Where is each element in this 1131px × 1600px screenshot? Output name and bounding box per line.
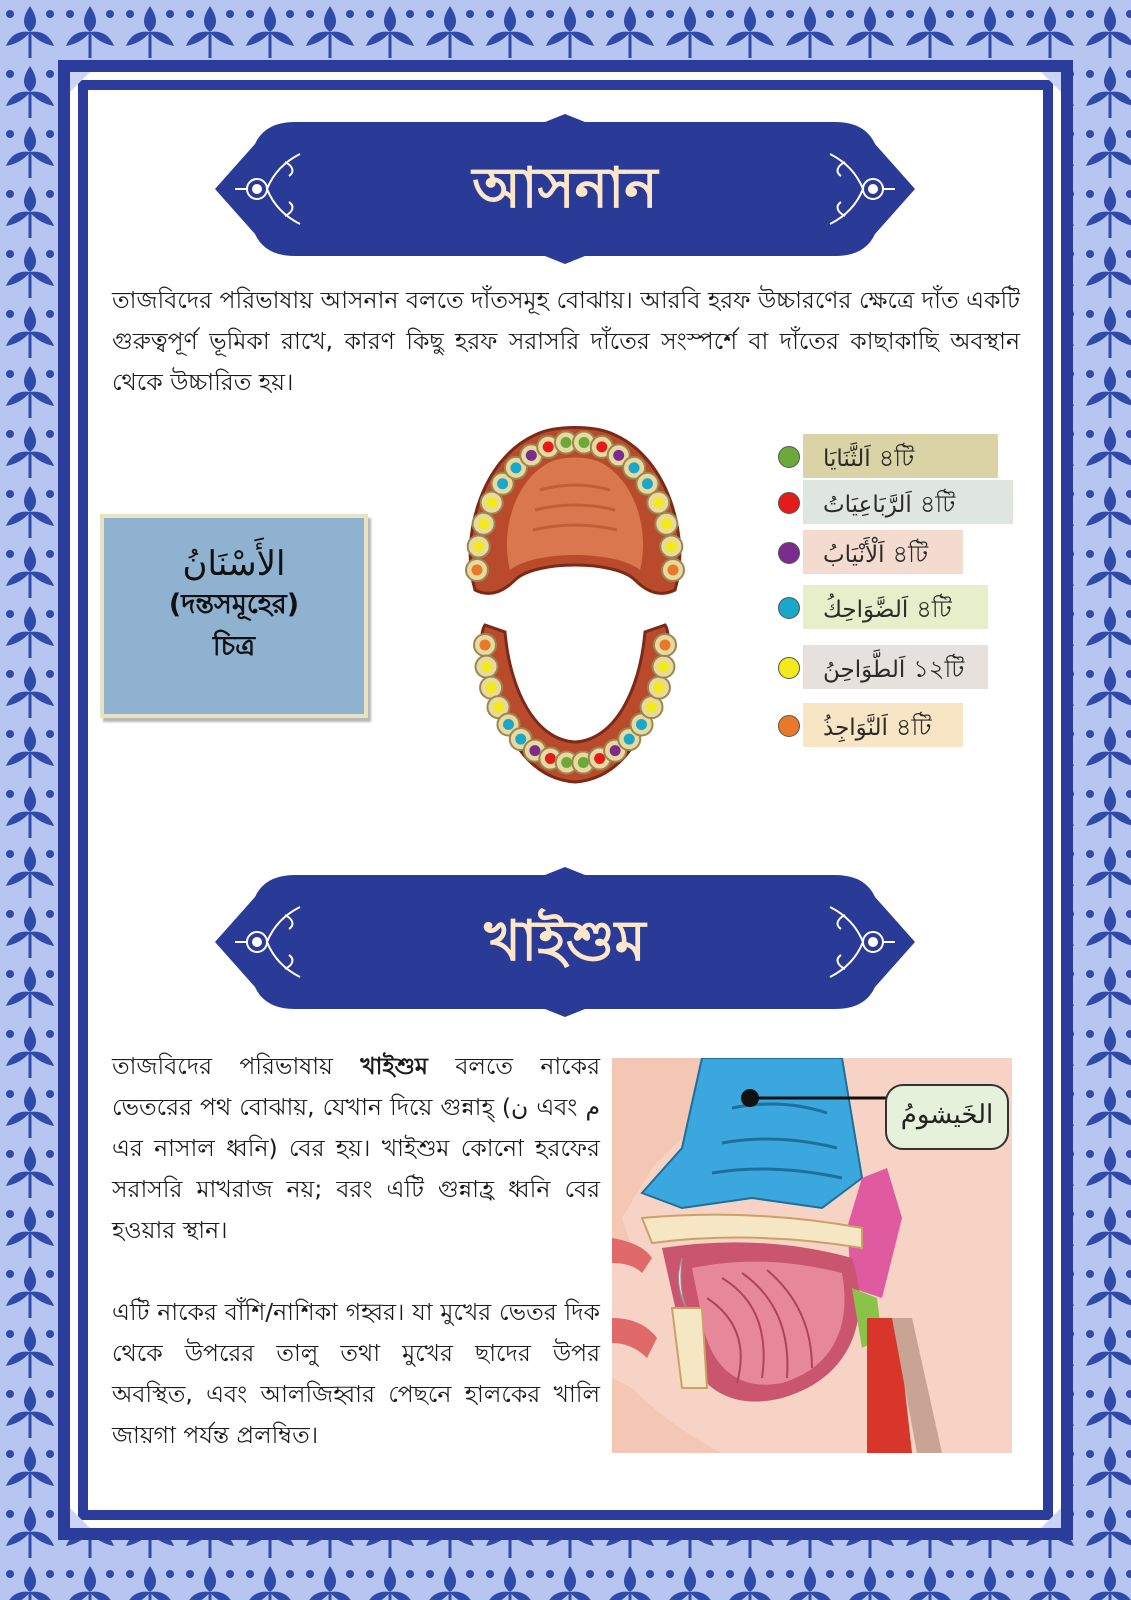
teeth-caption-box [100,514,368,718]
section1-banner [215,114,915,264]
legend-label [823,651,964,691]
legend-label [823,709,931,749]
tooth-type-dot [642,478,653,489]
section1-paragraph: তাজবিদের পরিভাষায় আসনান বলতে দাঁতসমূহ বোঝায়। আরবি হরফ উচ্চারণের ক্ষেত্রে দাঁত একটি গুরুত্বপূর্ণ ভূমিকা রাখে, কারণ কিছু হরফ সরাসরি দাঁতের সংস্পর্শে বা দাঁতের কাছাকাছি অবস্থান থেকে উচ্চারিত হয়। [112,286,1020,396]
caption-line2: (দন্তসমূহের) [168,589,300,620]
legend-label [823,440,914,480]
tooth-type-dot [515,734,526,745]
tooth-type-dot [594,753,605,764]
tooth-type-dot [653,497,664,508]
tooth-type-dot [578,757,589,768]
legend-color-dot [778,657,800,679]
legend-count: ১২টি [913,655,965,683]
legend-arabic-term: اَلنَّوَاجِذُ [823,715,888,741]
para1-bold-term: খাইশুম [360,1052,428,1080]
legend-count: ৪টি [878,444,915,472]
legend-count: ৪টি [895,713,932,741]
legend-label [823,486,955,526]
legend-arabic-term: اَلثَّنَايَا [823,446,871,472]
caption-line3: চিত্র [212,631,256,662]
tooth-type-dot [510,462,521,473]
tooth-type-dot [529,745,540,756]
tooth-type-dot [666,541,677,552]
tooth-type-dot [646,702,657,713]
tooth-type-dot [486,497,497,508]
tooth-type-dot [493,702,504,713]
tooth-type-dot [543,441,554,452]
tooth-type-dot [486,682,497,693]
para1-text-start: তাজবিদের পরিভাষায় [112,1052,361,1080]
legend-count: ৪টি [892,540,929,568]
tooth-type-dot [478,518,489,529]
tooth-type-dot [629,462,640,473]
tooth-type-dot [481,661,492,672]
tooth-type-dot [624,734,635,745]
tooth-type-dot [661,518,672,529]
legend-arabic-term: اَلضَّوَاحِكُ [823,597,909,623]
tooth-type-dot [653,682,664,693]
legend-color-dot [778,715,800,737]
tooth-type-dot [613,450,624,461]
para1-text-end: বলতে নাকের ভেতরের পথ বোঝায়, যেখান দিয়ে গুন্নাহ্ (ن এবং م এর নাসাল ধ্বনি) বের হয়। খাইশুম কোনো হরফের সরাসরি মাখরাজ নয়; বরং এটি গুন্নাহ্র ধ্বনি বের হওয়ার স্থান। [112,1052,600,1244]
legend-arabic-term: اَلْأَنْيَابُ [823,542,885,568]
tooth-type-dot [473,541,484,552]
section2-banner [215,867,915,1017]
legend-arabic-term: اَلرَّبَاعِيَاتُ [823,492,912,518]
legend-color-dot [778,597,800,619]
tooth-type-dot [561,757,572,768]
legend-arabic-term: اَلطَّوَاحِنُ [823,657,906,683]
section2-paragraph1 [112,1046,600,1251]
section2-title: খাইশুম [484,909,646,974]
tooth-type-dot [545,753,556,764]
section1-title: আসনান [472,156,658,221]
tooth-type-dot [596,441,607,452]
tooth-type-dot [610,745,621,756]
tooth-type-dot [579,437,590,448]
tooth-type-dot [668,565,679,576]
legend-count: ৪টি [919,490,956,518]
section2-paragraph2: এটি নাকের বাঁশি/নাশিকা গহ্বর। যা মুখের ভেতর দিক থেকে উপরের তালু তথা মুখের ছাদের উপর অবস্থিত, এবং আলজিহ্বার পেছনে হালকের খালি জায়গা পর্যন্ত প্রলম্বিত। [112,1298,600,1449]
tooth-type-dot [503,719,514,730]
legend-label [823,536,928,576]
tooth-type-dot [472,565,483,576]
tooth-type-dot [658,661,669,672]
legend-color-dot [778,492,800,514]
legend-count: ৪টি [916,595,952,623]
legend-color-dot [778,446,800,468]
tooth-type-dot [480,640,491,651]
tooth-type-dot [660,640,671,651]
nasal-cavity-label: الخَيشومُ [885,1084,1009,1150]
teeth-diagram [455,420,695,800]
tooth-type-dot [560,437,571,448]
legend-color-dot [778,542,800,564]
legend-label [823,591,952,631]
tooth-type-dot [497,478,508,489]
tooth-type-dot [636,719,647,730]
caption-arabic: الأَسْنَانُ [182,544,286,584]
tooth-type-dot [526,450,537,461]
